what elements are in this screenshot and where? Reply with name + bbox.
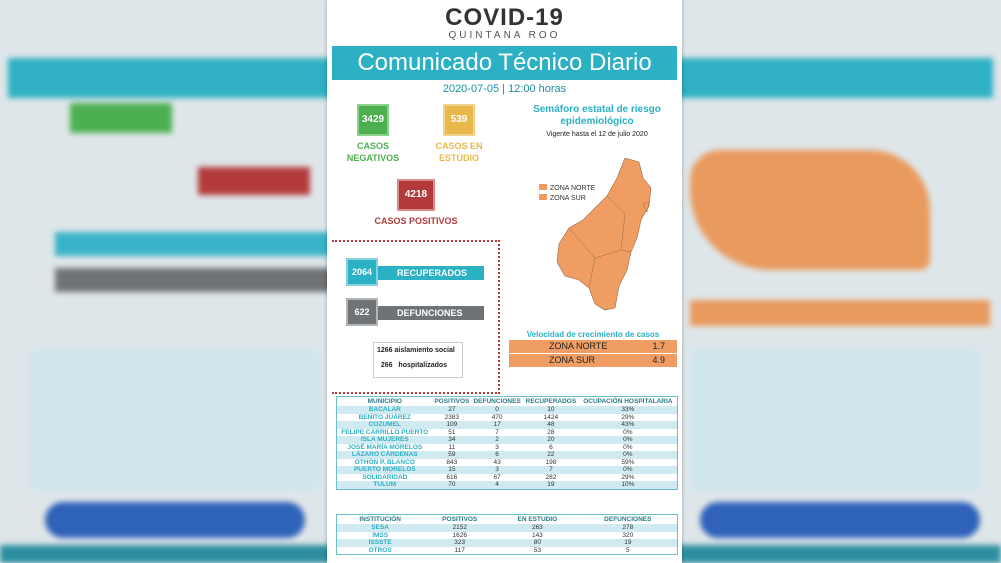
aislamiento-label: aislamiento social (394, 347, 455, 354)
semaforo-vigente: Vigente hasta el 12 de julio 2020 (546, 131, 648, 138)
aislamiento-value: 1266 (377, 347, 393, 354)
municipio-cell: 43 (493, 458, 501, 466)
vel-zona-norte: ZONA NORTE (549, 341, 608, 351)
municipio-header: OCUPACIÓN HOSPITALARIA (583, 398, 673, 405)
municipio-cell: 0% (623, 428, 633, 436)
municipio-cell: 7 (523, 466, 579, 474)
table-row (337, 547, 677, 555)
table-row (337, 532, 677, 540)
municipio-cell: 15 (433, 466, 472, 474)
instituciones-table (336, 514, 678, 555)
municipio-cell: 11 (448, 443, 456, 451)
hospitalizados-value: 266 (380, 362, 393, 369)
municipio-cell: 48 (523, 421, 579, 429)
legend-sur: ZONA SUR (550, 195, 586, 202)
semaforo-title: Semáforo estatal de riesgo epidemiológico (533, 104, 661, 127)
municipio-cell: 0% (623, 443, 633, 451)
municipio-cell: ISLA MUJERES (337, 436, 433, 444)
municipio-cell: OTHÓN P. BLANCO (354, 458, 415, 466)
institucion-cell: ISSSTE (337, 539, 423, 547)
municipio-cell: 6 (549, 443, 553, 451)
institucion-header: INSTITUCIÓN (359, 516, 401, 523)
institucion-cell: 19 (579, 539, 677, 547)
table-row (337, 481, 677, 489)
institucion-cell: 2152 (423, 524, 496, 532)
velocidad-row (509, 354, 677, 367)
covid-logo (327, 4, 682, 41)
logo-subtitle: QUINTANA ROO (448, 30, 561, 41)
municipio-header: RECUPERADOS (525, 398, 577, 405)
table-row (337, 524, 677, 532)
vel-valor-sur: 4.9 (652, 355, 665, 365)
municipio-cell: 10 (523, 406, 579, 414)
municipio-cell: 0% (579, 451, 677, 459)
municipio-cell: 70 (433, 481, 472, 489)
municipio-cell: JOSÉ MARÍA MORELOS (347, 443, 423, 451)
municipio-cell: 282 (545, 473, 557, 481)
municipio-cell: 0% (579, 466, 677, 474)
municipio-cell: 27 (433, 406, 472, 414)
map-legend (539, 184, 595, 204)
velocidad-title: Velocidad de crecimiento de casos (526, 330, 660, 339)
negativos-label2: NEGATIVOS (346, 153, 400, 163)
table-row (337, 436, 677, 444)
municipio-cell: 10% (579, 481, 677, 489)
estudio-label1: CASOS EN (435, 141, 483, 151)
table-row (337, 406, 677, 414)
municipio-cell: 51 (448, 428, 456, 436)
municipio-cell: 17 (471, 421, 523, 429)
municipio-cell: 33% (579, 406, 677, 414)
logo-title: COVID-19 (445, 4, 564, 31)
municipio-cell: 29% (621, 473, 635, 481)
table-row (337, 429, 677, 437)
institucion-cell: 143 (531, 531, 543, 539)
semaforo-section (517, 104, 677, 138)
vel-valor-norte: 1.7 (652, 341, 665, 351)
recuperados-label: RECUPERADOS (397, 268, 468, 278)
municipio-cell: 6 (471, 451, 523, 459)
institucion-cell: 278 (579, 524, 677, 532)
municipio-cell: 843 (446, 458, 458, 466)
mini-stats (373, 342, 463, 378)
institucion-cell: 1626 (452, 531, 467, 539)
municipio-cell: 59 (433, 451, 472, 459)
infographic-card (327, 0, 682, 563)
negativos-label1: CASOS (356, 141, 389, 151)
municipio-cell: 1424 (543, 413, 559, 421)
stat-positivos (371, 179, 461, 227)
table-row (337, 539, 677, 547)
municipio-header: MUNICIPIO (367, 398, 402, 405)
institucion-header: EN ESTUDIO (517, 516, 558, 523)
table-row (337, 421, 677, 429)
municipio-cell: 198 (545, 458, 557, 466)
institucion-cell: 263 (496, 524, 579, 532)
table-row (337, 451, 677, 459)
institucion-cell: 5 (626, 546, 630, 554)
municipio-cell: 67 (493, 473, 501, 481)
institucion-cell: 117 (454, 546, 465, 554)
defunciones-value: 622 (346, 298, 378, 326)
table-row (337, 414, 677, 422)
municipio-header: POSITIVOS (434, 398, 470, 405)
banner-title: Comunicado Técnico Diario (332, 46, 677, 80)
municipio-cell: 59% (621, 458, 635, 466)
municipio-cell: SOLIDARIDAD (362, 473, 408, 481)
hospitalizados-label: hospitalizados (398, 362, 448, 369)
table-row (337, 466, 677, 474)
municipio-cell: BENITO JUÁREZ (358, 413, 411, 421)
municipio-cell: 7 (495, 428, 499, 436)
velocidad-row (509, 340, 677, 353)
negativos-value: 3429 (357, 104, 389, 136)
municipio-cell: 109 (433, 421, 472, 429)
institucion-header: DEFUNCIONES (604, 516, 652, 523)
municipio-cell: 19 (523, 481, 579, 489)
municipio-cell: 3 (471, 466, 523, 474)
institucion-cell: 320 (622, 531, 634, 539)
table-row (337, 459, 677, 467)
municipios-table (336, 396, 678, 490)
estudio-label2: ESTUDIO (438, 153, 479, 163)
municipio-cell: 0 (471, 406, 523, 414)
institucion-cell: 323 (423, 539, 496, 547)
table-row (337, 444, 677, 452)
municipio-cell: 43% (579, 421, 677, 429)
municipio-cell: COZUMEL (337, 421, 433, 429)
municipio-cell: 34 (433, 436, 472, 444)
institucion-cell: 53 (533, 546, 541, 554)
report-date: 2020-07-05 | 12:00 horas (442, 83, 567, 95)
municipio-cell: 29% (621, 413, 635, 421)
recuperados-value: 2064 (346, 258, 378, 286)
estudio-value: 539 (443, 104, 475, 136)
municipio-cell: 3 (495, 443, 499, 451)
vel-zona-sur: ZONA SUR (549, 355, 596, 365)
positivos-value: 4218 (397, 179, 435, 211)
municipio-cell: 22 (523, 451, 579, 459)
institucion-cell: 80 (496, 539, 579, 547)
institucion-cell: OTROS (368, 546, 392, 554)
municipio-cell: LÁZARO CÁRDENAS (337, 451, 433, 459)
defunciones-label: DEFUNCIONES (397, 308, 463, 318)
municipio-cell: 0% (579, 436, 677, 444)
stat-negativos (328, 104, 418, 164)
municipio-cell: 28 (547, 428, 555, 436)
municipio-cell: 616 (446, 473, 458, 481)
municipio-header: DEFUNCIONES (473, 398, 521, 405)
table-row (337, 474, 677, 482)
municipio-cell: PUERTO MORELOS (337, 466, 433, 474)
municipio-cell: 4 (471, 481, 523, 489)
institucion-header: POSITIVOS (442, 516, 478, 523)
institucion-cell: SESA (337, 524, 423, 532)
velocidad-section (509, 330, 677, 367)
municipio-cell: TULUM (337, 481, 433, 489)
legend-norte: ZONA NORTE (550, 185, 596, 192)
positivos-label: CASOS POSITIVOS (374, 216, 458, 226)
municipio-cell: 20 (523, 436, 579, 444)
municipio-cell: FELIPE CARRILLO PUERTO (341, 428, 429, 436)
municipio-cell: BACALAR (337, 406, 433, 414)
municipio-cell: 2 (471, 436, 523, 444)
institucion-cell: IMSS (372, 531, 389, 539)
stat-estudio (414, 104, 504, 164)
municipio-cell: 2383 (444, 413, 460, 421)
municipio-cell: 470 (491, 413, 503, 421)
